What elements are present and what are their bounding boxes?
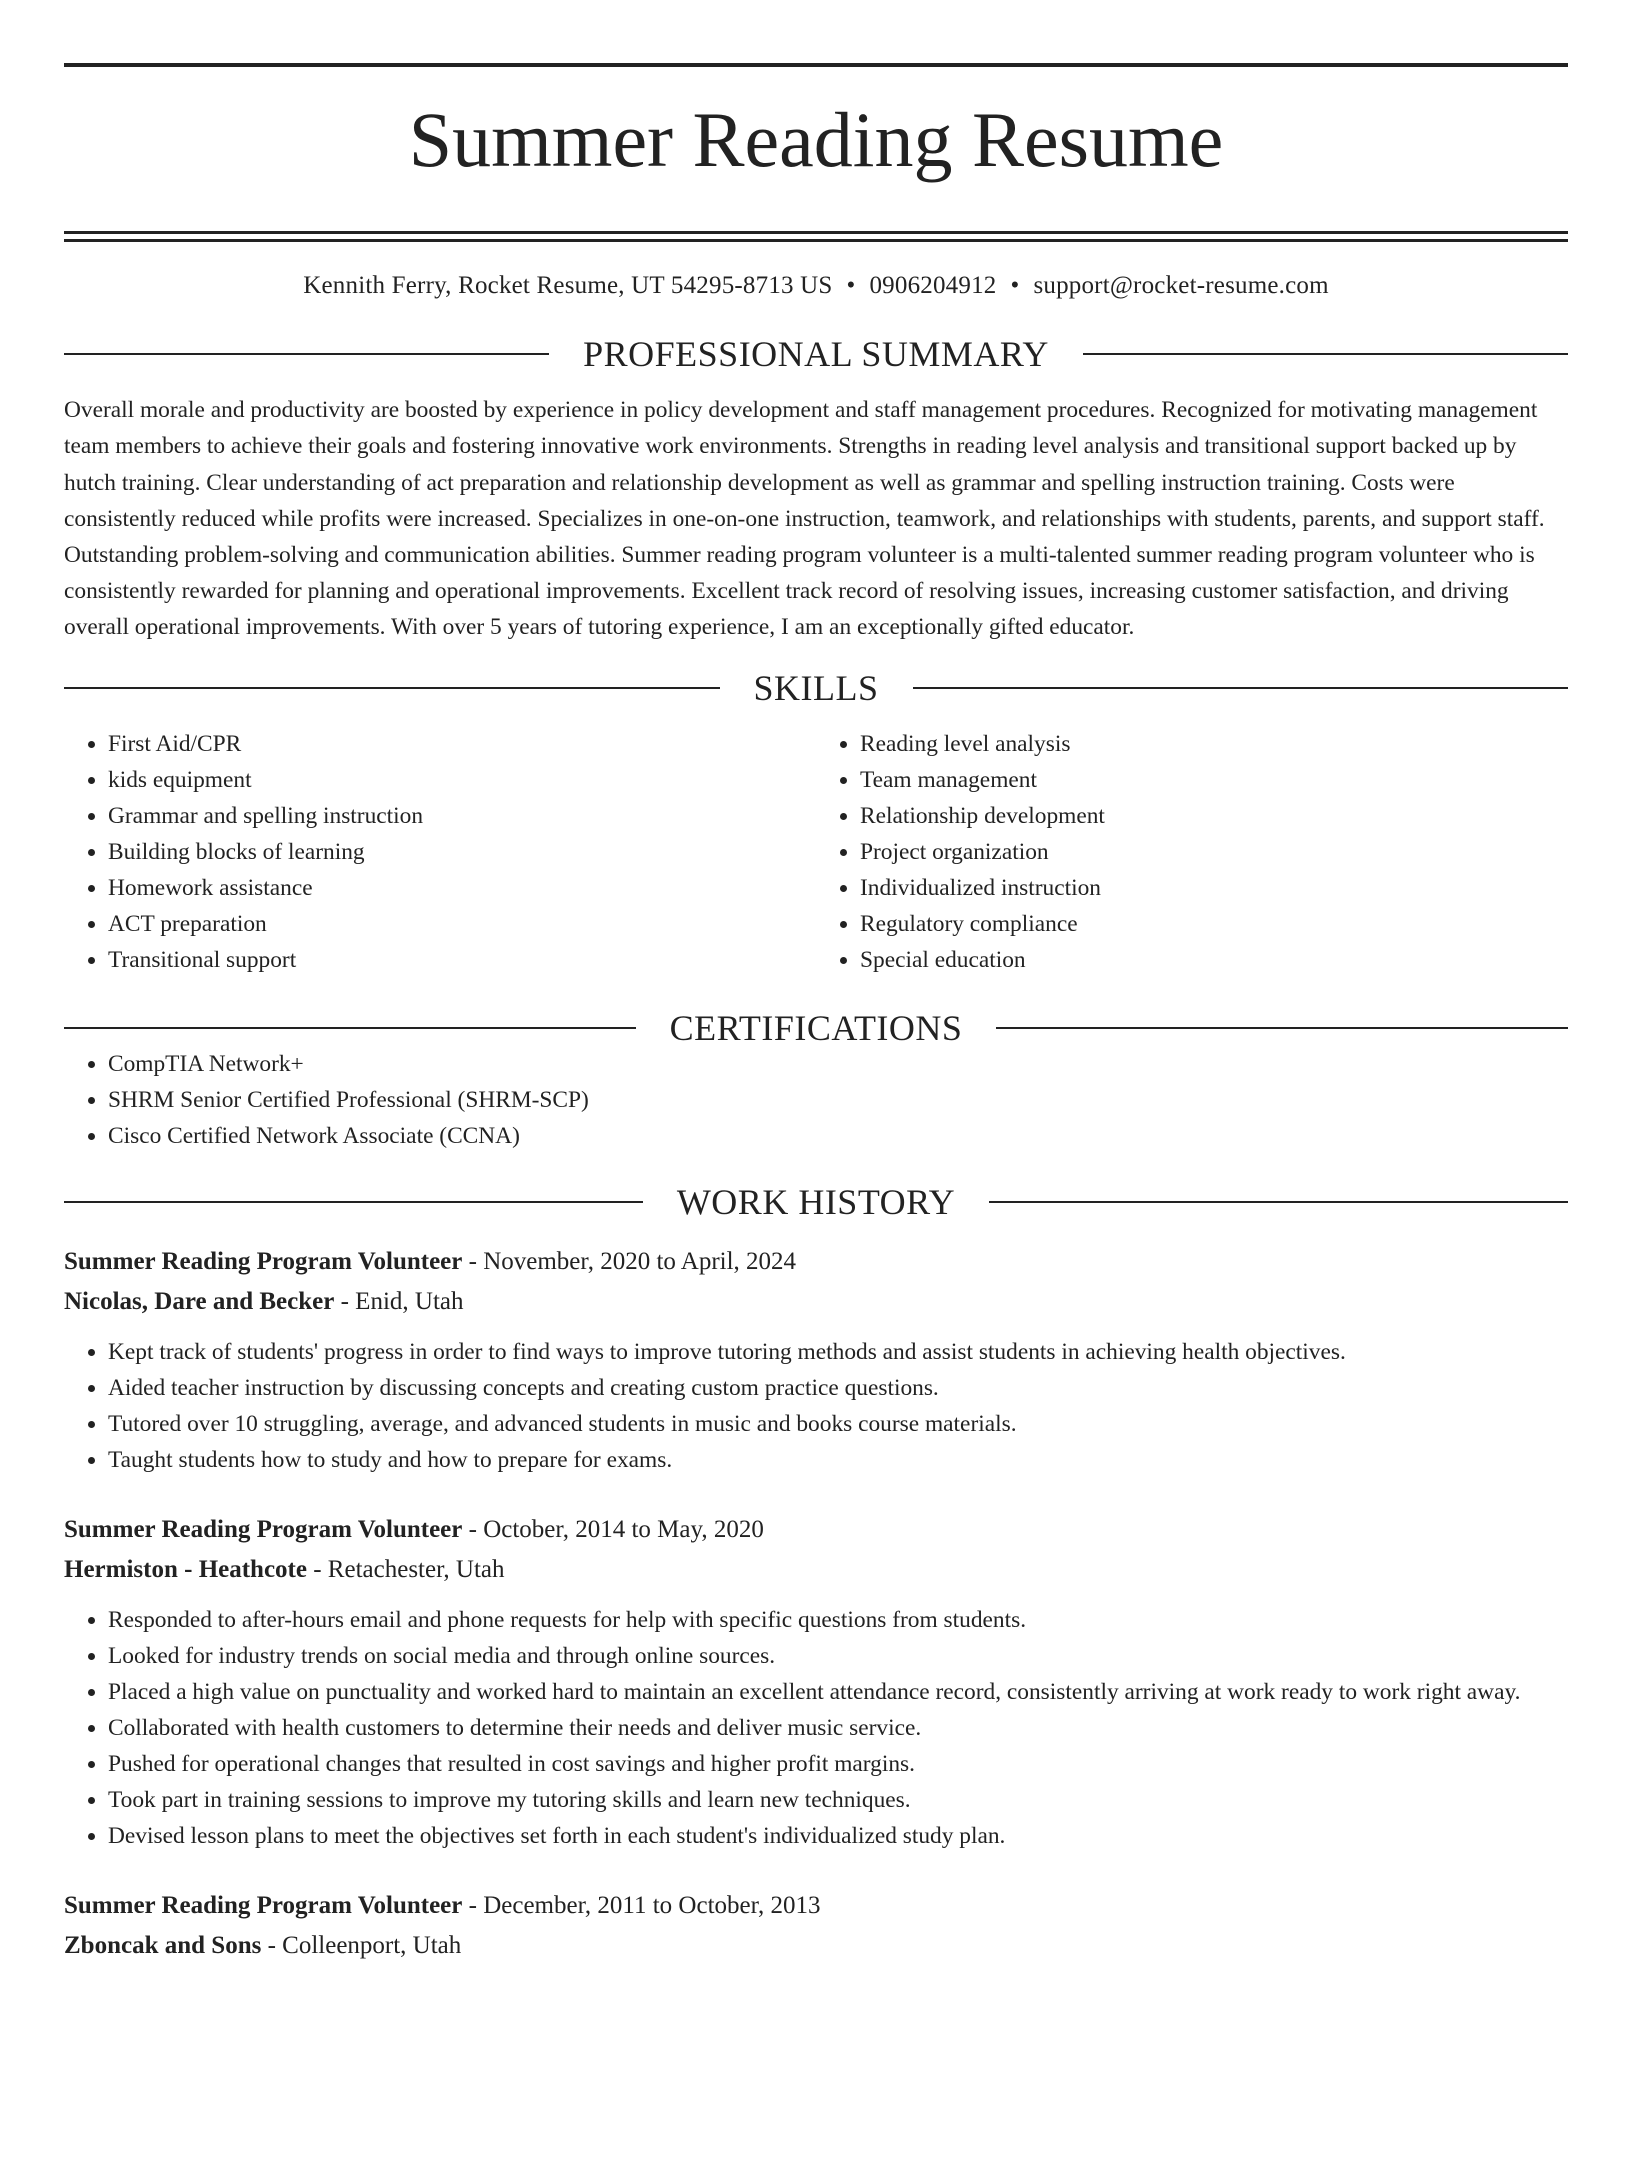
work-history-heading: WORK HISTORY [676,1181,956,1222]
contact-separator: • [846,272,856,300]
job-company: Hermiston - Heathcote [64,1555,307,1583]
job-company-line [64,1282,1568,1322]
job-bullet: • Took part in training sessions to improve my tutoring skills and learn new techniques. [108,1782,1568,1818]
job-title-line [64,1510,1568,1550]
job-company: Nicolas, Dare and Becker [64,1287,335,1315]
resume-page [0,63,1632,2175]
skill-item: • Reading level analysis [860,726,1568,762]
job-location: - Retachester, Utah [306,1555,505,1583]
resume-title: Summer Reading Resume [408,96,1224,183]
certification-item: • SHRM Senior Certified Professional (SHRM-SCP) [108,1082,1568,1118]
skills-section-heading [64,667,1568,708]
summary-heading: PROFESSIONAL SUMMARY [583,334,1049,375]
certifications-section-heading [64,1007,1568,1048]
job-title: Summer Reading Program Volunteer [64,1891,463,1919]
skills-column-left [64,726,816,978]
job-dates: - October, 2014 to May, 2020 [462,1515,764,1543]
heading-rule-left [64,1027,636,1029]
skill-item: • First Aid/CPR [108,726,816,762]
heading-rule-left [64,353,549,355]
job-dates: - December, 2011 to October, 2013 [462,1891,821,1919]
job-bullets [64,1334,1568,1478]
skill-item: • Transitional support [108,942,816,978]
job-company-line [64,1926,1568,1966]
work-history-section-heading [64,1181,1568,1222]
certification-item: • CompTIA Network+ [108,1046,1568,1082]
job-title-line [64,1886,1568,1926]
contact-email: support@rocket-resume.com [1033,272,1329,300]
contact-line [64,272,1568,300]
skill-item: • Building blocks of learning [108,834,816,870]
job-bullet: • Looked for industry trends on social media and through online sources. [108,1638,1568,1674]
certifications-list [64,1046,1568,1154]
skill-item: • Project organization [860,834,1568,870]
job-location: - Colleenport, Utah [261,1931,462,1959]
skill-item: • Homework assistance [108,870,816,906]
job-bullet: • Placed a high value on punctuality and worked hard to maintain an excellent attendance record, consistently arriving at work ready to work right away. [108,1674,1568,1710]
skill-item: • Grammar and spelling instruction [108,798,816,834]
heading-rule-right [996,1027,1568,1029]
heading-rule-left [64,1201,643,1203]
heading-rule-right [913,687,1569,689]
job-bullet: • Tutored over 10 struggling, average, and advanced students in music and books course materials. [108,1406,1568,1442]
job-entry [64,1886,1568,1966]
job-company-line [64,1550,1568,1590]
skill-item: • kids equipment [108,762,816,798]
job-dates: - November, 2020 to April, 2024 [462,1247,797,1275]
job-bullet: • Devised lesson plans to meet the objectives set forth in each student's individualized study plan. [108,1818,1568,1854]
job-bullet: • Collaborated with health customers to determine their needs and deliver music service. [108,1710,1568,1746]
top-rule [64,63,1568,67]
title-double-rule [64,231,1568,242]
job-bullet: • Responded to after-hours email and phone requests for help with specific questions from students. [108,1602,1568,1638]
job-bullets [64,1602,1568,1854]
skill-item: • ACT preparation [108,906,816,942]
heading-rule-right [1083,353,1568,355]
certifications-heading: CERTIFICATIONS [669,1007,963,1048]
job-entry [64,1242,1568,1478]
heading-rule-right [989,1201,1568,1203]
skill-item: • Special education [860,942,1568,978]
certification-item: • Cisco Certified Network Associate (CCNA) [108,1118,1568,1154]
job-bullet: • Aided teacher instruction by discussing concepts and creating custom practice questions. [108,1370,1568,1406]
skill-item: • Team management [860,762,1568,798]
skill-item: • Relationship development [860,798,1568,834]
contact-separator: • [1010,272,1020,300]
job-bullet: • Pushed for operational changes that resulted in cost savings and higher profit margins. [108,1746,1568,1782]
summary-text: Overall morale and productivity are boosted by experience in policy development and staff management procedures. Recognized for motivating management team members to achieve their goals and fostering innovative work environments. Strengths in reading level analysis and transitional support backed up by hutch training. Clear understanding of act preparation and relationship development as well as grammar and spelling instruction training. Costs were consistently reduced while profits were increased. Specializes in one-on-one instruction, teamwork, and relationships with students, parents, and support staff. Outstanding problem-solving and communication abilities. Summer reading program volunteer is a multi-talented summer reading program volunteer who is consistently rewarded for planning and operational improvements. Excellent track record of resolving issues, increasing customer satisfaction, and driving overall operational improvements. With over 5 years of tutoring experience, I am an exceptionally gifted educator. [64,397,1545,641]
heading-rule-left [64,687,720,689]
job-title-line [64,1242,1568,1282]
skills-heading: SKILLS [753,667,879,708]
job-company: Zboncak and Sons [64,1931,262,1959]
skill-item: • Regulatory compliance [860,906,1568,942]
job-location: - Enid, Utah [334,1287,464,1315]
job-title: Summer Reading Program Volunteer [64,1247,463,1275]
job-title: Summer Reading Program Volunteer [64,1515,463,1543]
summary-section-heading [64,334,1568,375]
contact-phone: 0906204912 [869,272,997,300]
job-bullet: • Taught students how to study and how to prepare for exams. [108,1442,1568,1478]
skills-list [64,726,1568,978]
skill-item: • Individualized instruction [860,870,1568,906]
contact-address: Kennith Ferry, Rocket Resume, UT 54295-8713 US [303,272,833,300]
job-entry [64,1510,1568,1854]
job-bullet: • Kept track of students' progress in order to find ways to improve tutoring methods and assist students in achieving health objectives. [108,1334,1568,1370]
skills-column-right [816,726,1568,978]
